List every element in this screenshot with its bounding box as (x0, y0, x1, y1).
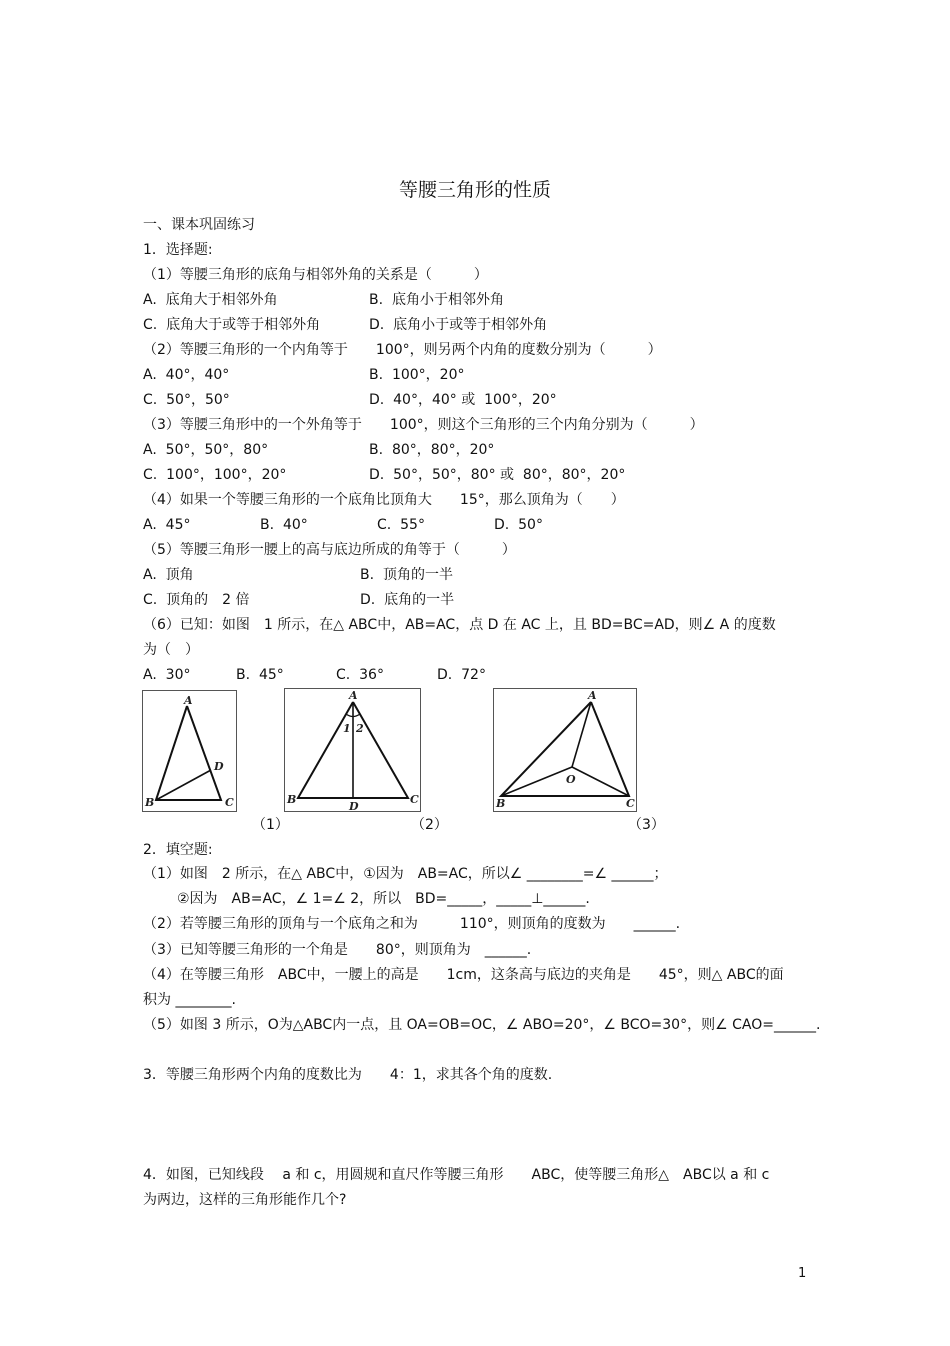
q4-line-2: 为两边，这样的三角形能作几个? (143, 1192, 347, 1208)
label-b: B (145, 796, 155, 809)
label-b: B (496, 797, 506, 810)
q2-line-7: （5）如图 3 所示，O为△ABC内一点，且 OA=OB=OC，∠ ABO=20°，∠ BCO=30°，则∠ CAO=______. (143, 1017, 821, 1033)
q2-line-3: （2）若等腰三角形的顶角与一个底角之和为 110°，则顶角的度数为 ______. (143, 916, 681, 932)
q2-line-2: ②因为 AB=AC，∠ 1=∠ 2，所以 BD=_____，_____⊥______. (177, 891, 590, 907)
q1-1-stem: （1）等腰三角形的底角与相邻外角的关系是（ ） (143, 267, 488, 283)
page-number: 1 (798, 1266, 807, 1281)
q1-5-option-d: D. 底角的一半 (360, 592, 455, 608)
label-angle-2: 2 (356, 722, 364, 735)
q1-1-option-b: B. 底角小于相邻外角 (369, 292, 504, 308)
q1-5-option-c: C. 顶角的 2 倍 (143, 592, 250, 608)
q1-3-option-c: C. 100°，100°，20° (143, 467, 287, 483)
segment-ob (501, 767, 572, 796)
q1-4-option-d: D. 50° (494, 517, 543, 533)
q2-line-5: （4）在等腰三角形 ABC中，一腰上的高是 1cm，这条高与底边的夹角是 45°，则△ ABC的面 (143, 967, 784, 983)
q1-5-option-b: B. 顶角的一半 (360, 567, 453, 583)
q1-2-option-c: C. 50°，50° (143, 392, 230, 408)
q1-3-option-d: D. 50°，50°，80° 或 80°，80°，20° (369, 467, 626, 483)
label-d: D (349, 800, 359, 812)
q1-6-stem: （6）已知：如图 1 所示，在△ ABC中，AB=AC，点 D 在 AC 上，且 BD=BC=AD，则∠ A 的度数 (143, 617, 776, 633)
q1-6-option-a: A. 30° (143, 667, 191, 683)
figure-3-caption: （3） (628, 817, 665, 833)
q1-4-option-c: C. 55° (377, 517, 425, 533)
figure-1 (142, 690, 237, 812)
q1-heading: 1．选择题: (143, 242, 213, 258)
q1-6-option-d: D. 72° (437, 667, 486, 683)
q1-2-option-b: B. 100°，20° (369, 367, 465, 383)
triangle-abc (156, 706, 221, 800)
q1-6-option-c: C. 36° (336, 667, 384, 683)
label-c: C (410, 793, 419, 806)
q2-line-6: 积为 ________. (143, 992, 236, 1008)
q2-line-1: （1）如图 2 所示，在△ ABC中，①因为 AB=AC，所以∠ ________=∠ ______； (143, 866, 668, 882)
figure-3 (493, 688, 637, 812)
q1-6-option-b: B. 45° (236, 667, 284, 683)
q1-3-option-b: B. 80°，80°，20° (369, 442, 495, 458)
label-a: A (184, 694, 193, 707)
section-heading: 一、课本巩固练习 (143, 217, 255, 233)
q1-1-option-d: D. 底角小于或等于相邻外角 (369, 317, 548, 333)
q3-text: 3．等腰三角形两个内角的度数比为 4：1，求其各个角的度数. (143, 1067, 553, 1083)
q1-1-option-c: C. 底角大于或等于相邻外角 (143, 317, 321, 333)
q1-2-option-d: D. 40°，40° 或 100°，20° (369, 392, 557, 408)
page-title: 等腰三角形的性质 (398, 179, 551, 201)
q1-3-option-a: A. 50°，50°，80° (143, 442, 269, 458)
label-c: C (626, 797, 635, 810)
label-o: O (566, 773, 576, 786)
q4-line-1: 4．如图，已知线段 a 和 c，用圆规和直尺作等腰三角形 ABC，使等腰三角形△ ABC以 a 和 c (143, 1167, 770, 1183)
q1-5-option-a: A. 顶角 (143, 567, 194, 583)
q1-4-stem: （4）如果一个等腰三角形的一个底角比顶角大 15°，那么顶角为（ ） (143, 492, 625, 508)
triangle-abc (501, 702, 629, 796)
q2-heading: 2．填空题: (143, 842, 213, 858)
q1-4-option-b: B. 40° (260, 517, 308, 533)
q1-3-stem: （3）等腰三角形中的一个外角等于 100°，则这个三角形的三个内角分别为（ ） (143, 417, 704, 433)
label-angle-1: 1 (343, 722, 351, 735)
label-a: A (349, 689, 358, 702)
q2-line-4: （3）已知等腰三角形的一个角是 80°，则顶角为 ______. (143, 942, 532, 958)
label-a: A (588, 689, 597, 702)
label-d: D (214, 760, 224, 773)
q1-1-option-a: A. 底角大于相邻外角 (143, 292, 278, 308)
q1-4-option-a: A. 45° (143, 517, 191, 533)
q1-2-option-a: A. 40°，40° (143, 367, 230, 383)
label-b: B (287, 793, 297, 806)
figure-2-caption: （2） (411, 817, 448, 833)
q1-6-stem-cont: 为（ ） (143, 642, 199, 658)
label-c: C (225, 796, 234, 809)
q1-5-stem: （5）等腰三角形一腰上的高与底边所成的角等于（ ） (143, 542, 516, 558)
figure-2 (284, 688, 421, 812)
segment-oc (572, 767, 629, 796)
q1-2-stem: （2）等腰三角形的一个内角等于 100°，则另两个内角的度数分别为（ ） (143, 342, 662, 358)
figure-1-caption: （1） (252, 817, 289, 833)
